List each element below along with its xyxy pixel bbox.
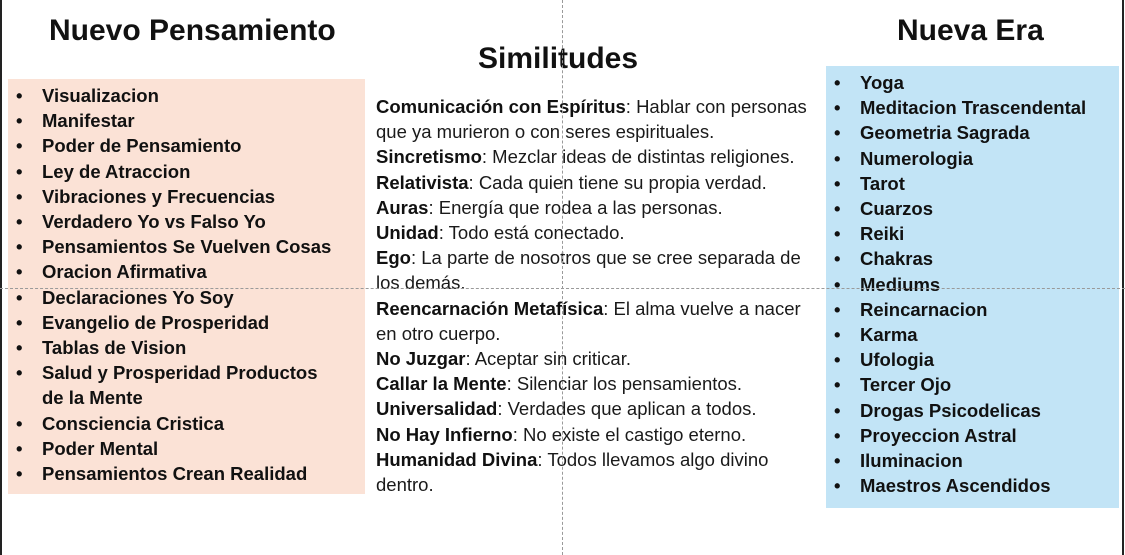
similitud-term: Relativista [376, 171, 469, 193]
nuevo-pensamiento-item: • Pensamientos Se Vuelven Cosas [8, 234, 346, 259]
similitud-item [376, 144, 816, 169]
vertical-center-guide [562, 0, 563, 555]
nuevo-pensamiento-item: • Poder Mental [8, 436, 346, 461]
nuevo-pensamiento-item: • Verdadero Yo vs Falso Yo [8, 209, 346, 234]
similitud-description: : Mezclar ideas de distintas religiones. [481, 146, 795, 168]
nuevo-pensamiento-item: • Ley de Atraccion [8, 159, 346, 184]
nuevo-pensamiento-item: • Declaraciones Yo Soy [8, 285, 346, 310]
nueva-era-item: • Tercer Ojo [826, 372, 1119, 397]
similitud-item [376, 371, 816, 396]
nuevo-pensamiento-item: • Evangelio de Prosperidad [8, 310, 346, 335]
title-similitudes: Similitudes [478, 42, 639, 75]
similitud-term: Humanidad Divina [376, 448, 538, 470]
title-nueva-era: Nueva Era [897, 14, 1044, 47]
similitud-term: Unidad [376, 222, 439, 244]
left-edge-line [0, 0, 2, 555]
nueva-era-box [826, 66, 1119, 508]
nueva-era-item: • Yoga [826, 70, 1119, 95]
nueva-era-item: • Meditacion Trascendental [826, 95, 1119, 120]
similitudes-list [376, 94, 816, 497]
similitud-item [376, 220, 816, 245]
similitud-item [376, 396, 816, 421]
similitud-item [376, 296, 816, 346]
nueva-era-item: • Karma [826, 322, 1119, 347]
similitud-term: Ego [376, 247, 411, 269]
horizontal-center-guide [0, 288, 1125, 289]
similitud-description: : No existe el castigo eterno. [512, 423, 747, 445]
similitud-item [376, 447, 816, 497]
right-edge-line [1122, 0, 1124, 555]
similitud-term: Comunicación con Espíritus [376, 96, 626, 117]
title-nuevo-pensamiento: Nuevo Pensamiento [49, 14, 336, 47]
similitud-term: Universalidad [376, 398, 498, 420]
nuevo-pensamiento-item: • Manifestar [8, 108, 346, 133]
similitud-item [376, 346, 816, 371]
similitud-item [376, 422, 816, 447]
nueva-era-item: • Cuarzos [826, 196, 1119, 221]
similitud-term: Sincretismo [376, 146, 482, 168]
nueva-era-item: • Proyeccion Astral [826, 423, 1119, 448]
nueva-era-list [826, 66, 1119, 498]
nueva-era-item: • Chakras [826, 246, 1119, 271]
nuevo-pensamiento-item: • Poder de Pensamiento [8, 133, 346, 158]
nuevo-pensamiento-box [8, 79, 365, 494]
similitud-term: Reencarnación Metafísica [376, 297, 604, 319]
nueva-era-item: • Numerologia [826, 146, 1119, 171]
nueva-era-item: • Iluminacion [826, 448, 1119, 473]
similitud-description: : La parte de nosotros que se cree separada de los demás. [376, 247, 801, 294]
nueva-era-item: • Mediums [826, 272, 1119, 297]
nuevo-pensamiento-item: • Tablas de Vision [8, 335, 346, 360]
similitud-term: Auras [376, 196, 429, 218]
nueva-era-item: • Tarot [826, 171, 1119, 196]
nuevo-pensamiento-item: • Visualizacion [8, 83, 346, 108]
similitud-term: Callar la Mente [376, 373, 507, 395]
nueva-era-item: • Reiki [826, 221, 1119, 246]
similitud-description: : Todo está conectado. [438, 222, 625, 244]
similitud-description: : Todos llevamos algo divino dentro. [376, 448, 769, 496]
similitud-item [376, 195, 816, 220]
nuevo-pensamiento-list [8, 79, 365, 486]
nueva-era-item: • Geometria Sagrada [826, 120, 1119, 145]
similitud-description: : Cada quien tiene su propia verdad. [468, 171, 767, 193]
similitud-description: : Hablar con personas que ya murieron o con seres espirituales. [376, 96, 807, 143]
similitud-description: : Aceptar sin criticar. [465, 348, 631, 370]
similitud-description: : Energía que rodea a las personas. [428, 196, 723, 218]
similitud-term: No Hay Infierno [376, 423, 513, 445]
nueva-era-item: • Drogas Psicodelicas [826, 398, 1119, 423]
nuevo-pensamiento-item: • Pensamientos Crean Realidad [8, 461, 346, 486]
nueva-era-item: • Maestros Ascendidos [826, 473, 1119, 498]
nuevo-pensamiento-item: • Oracion Afirmativa [8, 259, 346, 284]
nuevo-pensamiento-item: • Vibraciones y Frecuencias [8, 184, 346, 209]
similitud-term: No Juzgar [376, 348, 466, 370]
similitud-item [376, 170, 816, 195]
similitud-item [376, 94, 816, 144]
nuevo-pensamiento-item: • Consciencia Cristica [8, 411, 346, 436]
similitud-description: : El alma vuelve a nacer en otro cuerpo. [376, 297, 801, 344]
similitud-description: : Verdades que aplican a todos. [497, 398, 757, 420]
nueva-era-item: • Ufologia [826, 347, 1119, 372]
nuevo-pensamiento-item: • Salud y Prosperidad Productos de la Mente [8, 360, 346, 410]
similitud-description: : Silenciar los pensamientos. [506, 373, 743, 395]
nueva-era-item: • Reincarnacion [826, 297, 1119, 322]
